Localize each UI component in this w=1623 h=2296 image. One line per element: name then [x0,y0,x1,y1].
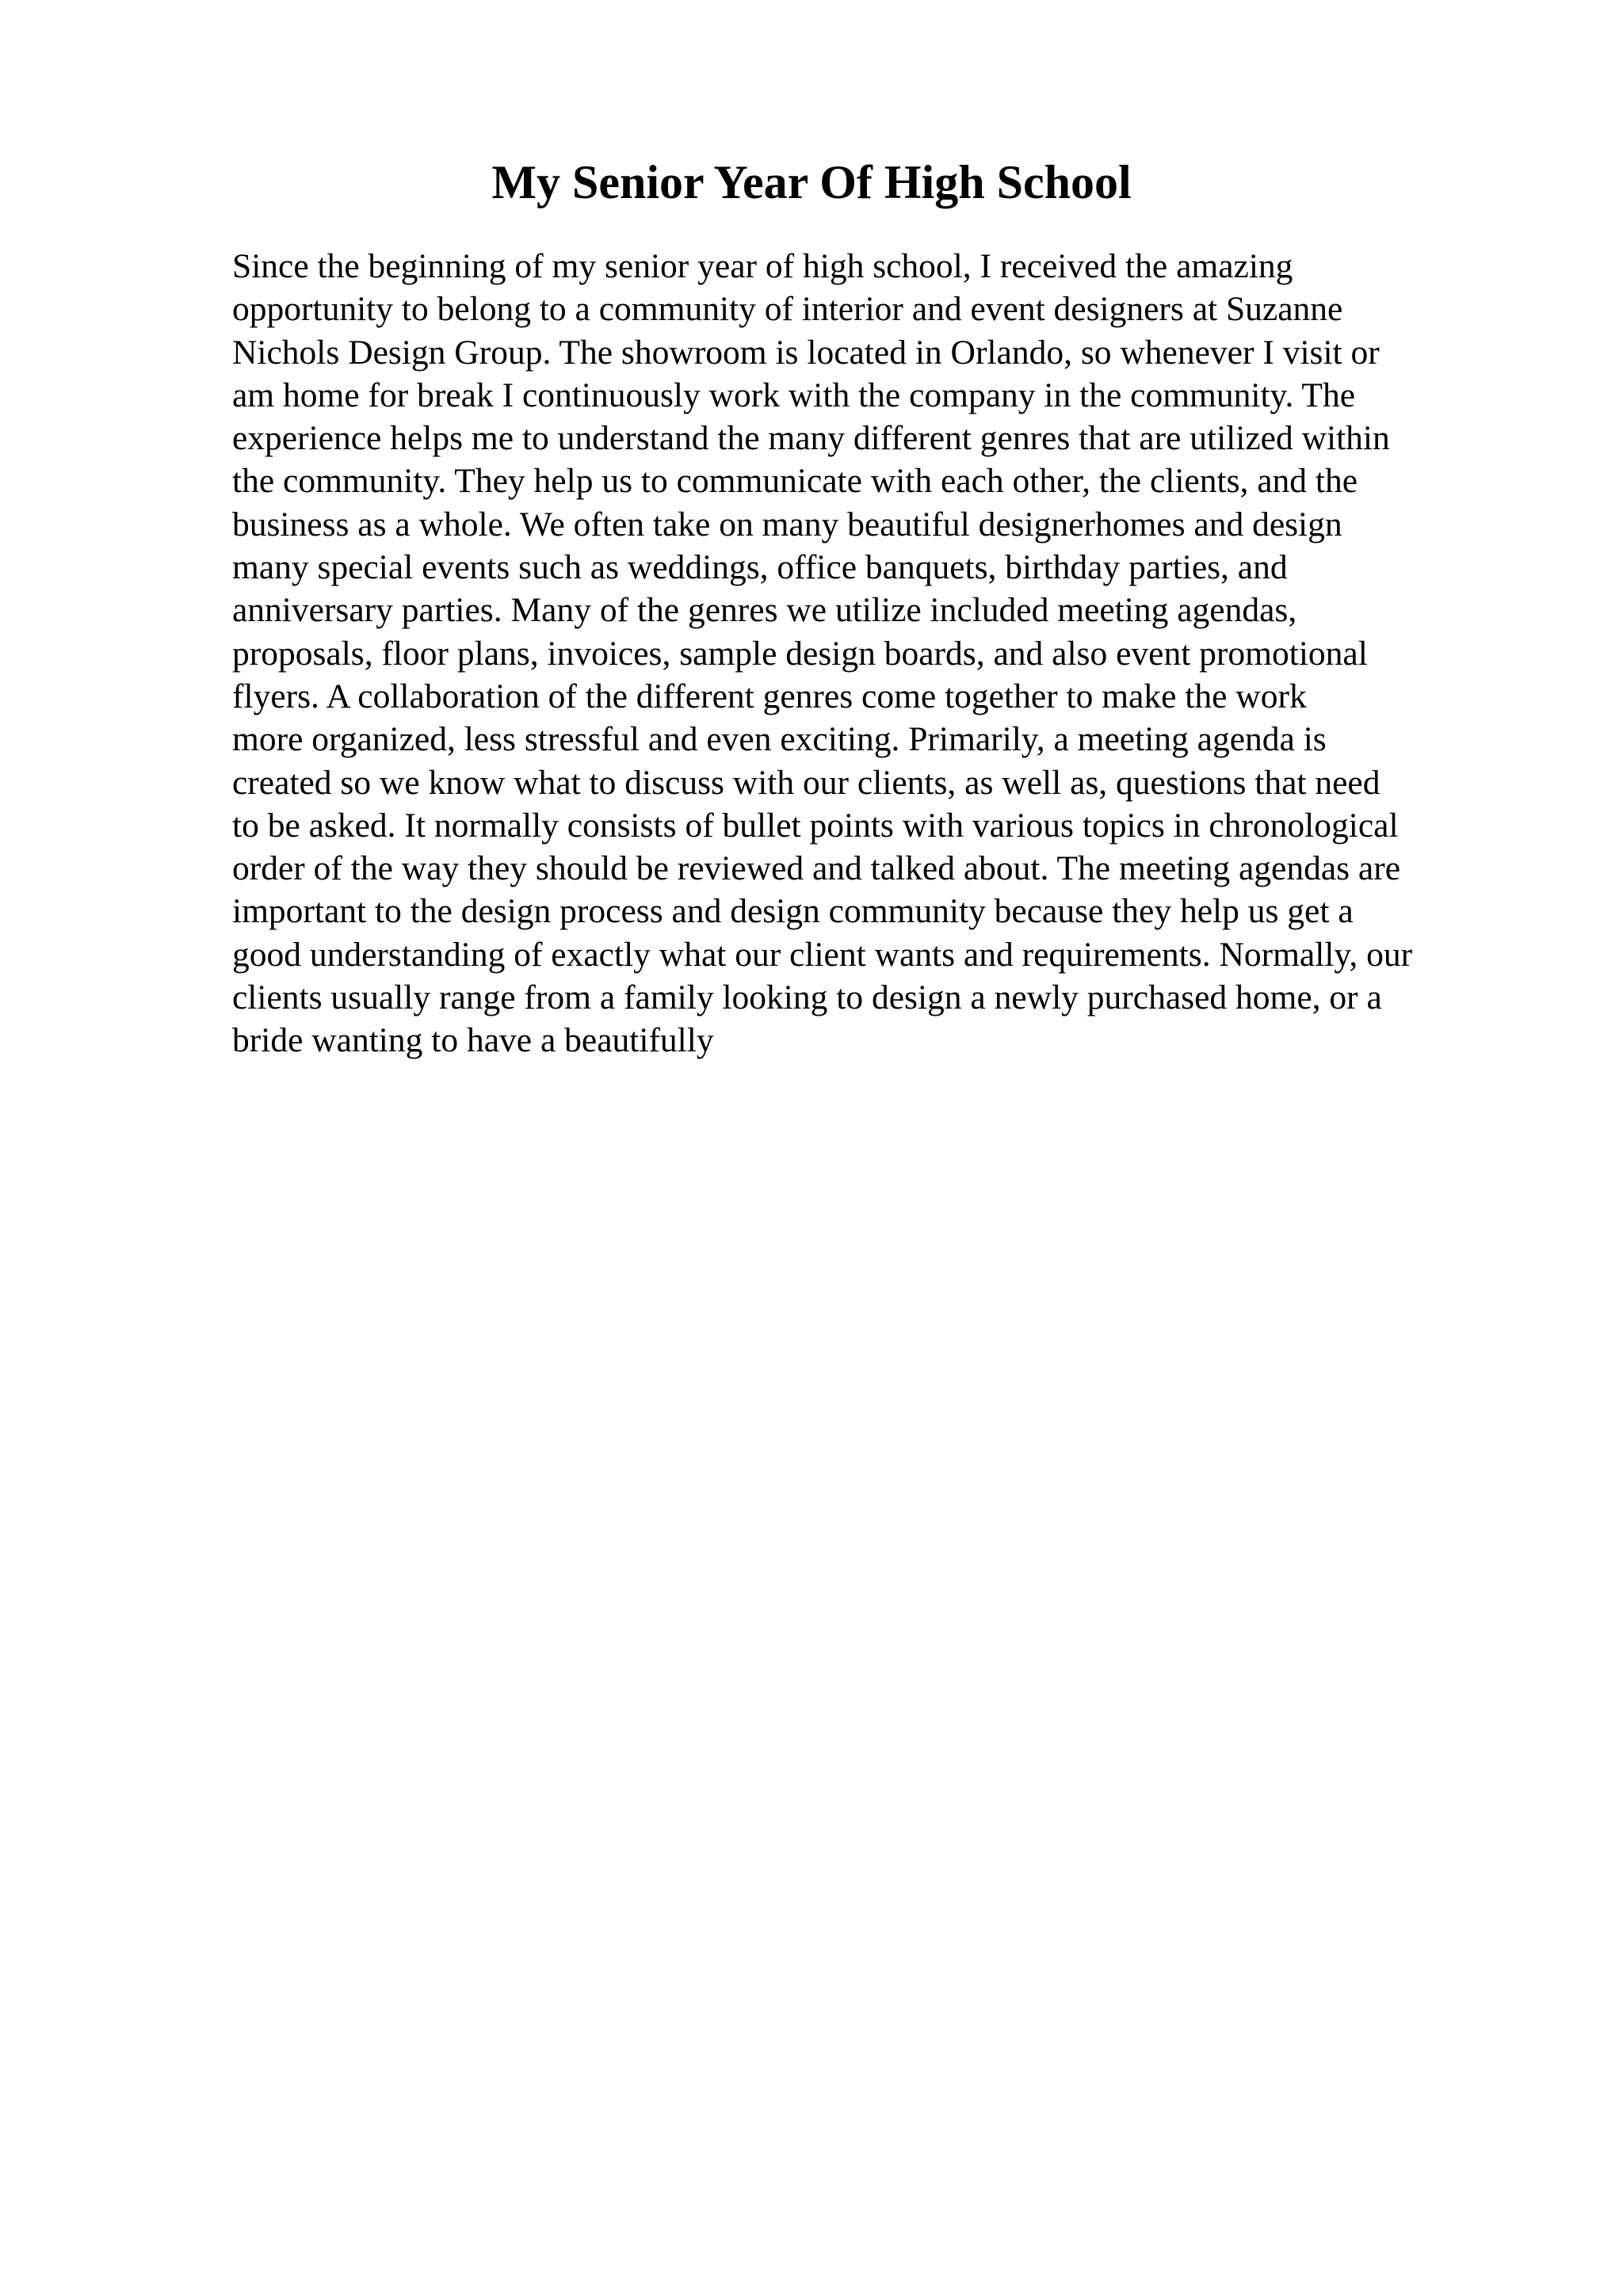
text-line: good understanding of exactly what our client wants and requirements. Normally, our [232,935,1413,974]
text-line: clients usually range from a family looking to design a newly purchased home, or a [232,978,1382,1017]
text-line: opportunity to belong to a community of interior and event designers at Suzanne [232,290,1343,329]
text-line: am home for break I continuously work with the company in the community. The [232,376,1356,414]
text-line: anniversary parties. Many of the genres we utilize included meeting agendas, [232,591,1297,630]
text-line: Since the beginning of my senior year of high school, I received the amazing [232,247,1293,285]
text-line: Nichols Design Group. The showroom is located in Orlando, so whenever I visit or [232,333,1380,372]
text-line: business as a whole. We often take on many beautiful designerhomes and design [232,505,1342,543]
text-line: flyers. A collaboration of the different genres come together to make the work [232,677,1307,715]
text-line: many special events such as weddings, office banquets, birthday parties, and [232,548,1288,587]
text-line: more organized, less stressful and even exciting. Primarily, a meeting agenda is [232,720,1327,759]
text-line: proposals, floor plans, invoices, sample design boards, and also event promotional [232,634,1368,673]
essay-body [232,245,1532,1062]
text-line: experience helps me to understand the many different genres that are utilized within [232,419,1390,458]
text-line: created so we know what to discuss with our clients, as well as, questions that need [232,763,1381,802]
text-line: important to the design process and design community because they help us get a [232,892,1354,931]
text-line: order of the way they should be reviewed and talked about. The meeting agendas are [232,849,1401,888]
text-line: to be asked. It normally consists of bullet points with various topics in chronological [232,806,1399,845]
text-line: bride wanting to have a beautifully [232,1021,714,1060]
document-title: My Senior Year Of High School [491,156,1132,208]
text-line: the community. They help us to communicate with each other, the clients, and the [232,462,1358,501]
